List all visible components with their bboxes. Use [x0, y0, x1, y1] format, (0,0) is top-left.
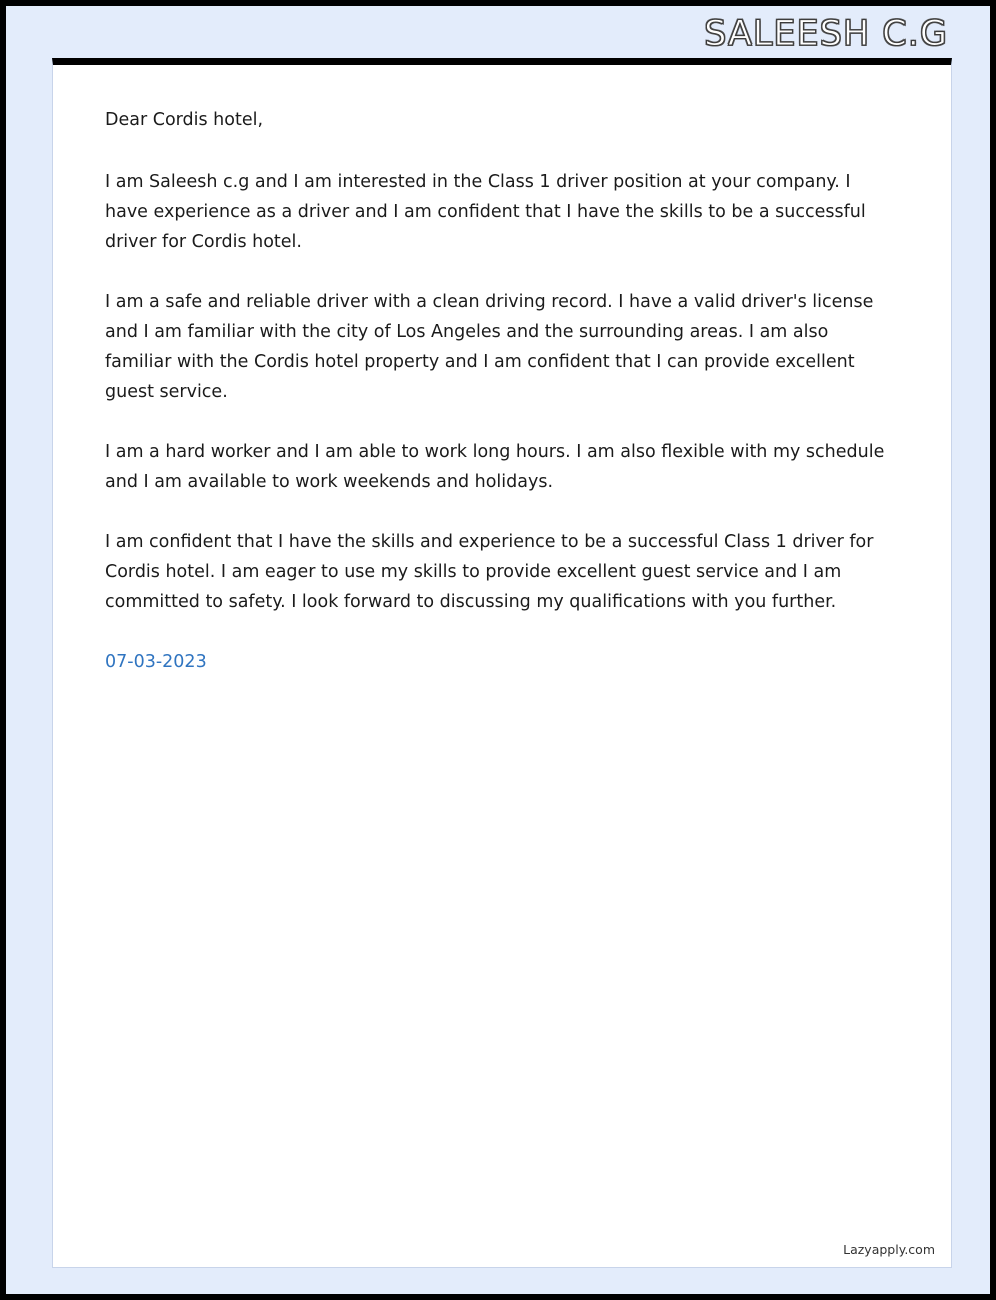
cover-letter-body — [53, 65, 951, 677]
letter-paragraph-3: I am a hard worker and I am able to work long hours. I am also flexible with my schedule and I am available to work weekends and holidays. — [105, 442, 885, 492]
document-header — [6, 12, 990, 56]
letter-paragraph-2: I am a safe and reliable driver with a clean driving record. I have a valid driver's license and I am familiar with the city of Los Angeles and the surrounding areas. I am also familiar with the Cordis hotel property and I am confident that I can provide excellent guest service. — [105, 292, 874, 402]
letter-paragraph-1: I am Saleesh c.g and I am interested in the Class 1 driver position at your company. I have experience as a driver and I am confident that I have the skills to be a successful driver for Cordis hotel. — [105, 172, 866, 252]
letter-paragraph-4: I am confident that I have the skills and experience to be a successful Class 1 driver for Cordis hotel. I am eager to use my skills to provide excellent guest service and I am committed to safety. I look forward to discussing my qualifications with you further. — [105, 532, 874, 612]
watermark-footer: Lazyapply.com — [843, 1242, 935, 1257]
candidate-name: SALEESH C.G — [704, 14, 948, 54]
letter-salutation: Dear Cordis hotel, — [105, 110, 264, 130]
letter-date: 07-03-2023 — [105, 652, 207, 672]
letter-sheet — [52, 58, 952, 1268]
